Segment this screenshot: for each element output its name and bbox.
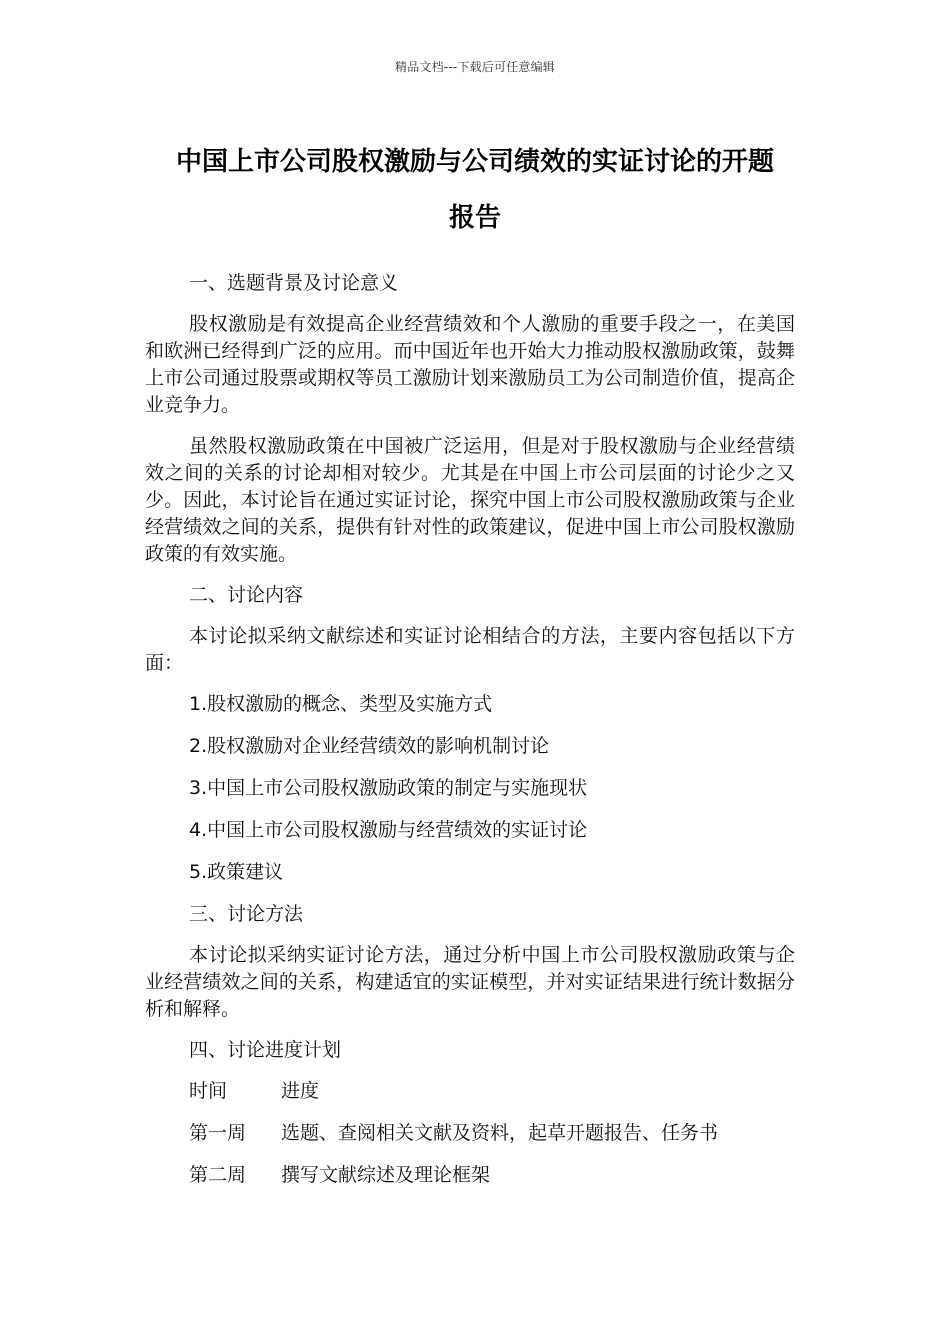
title-line-1: 中国上市公司股权激励与公司绩效的实证讨论的开题 bbox=[175, 147, 774, 177]
schedule-progress: 撰写文献综述及理论框架 bbox=[281, 1164, 491, 1186]
schedule-time: 第二周 bbox=[189, 1164, 247, 1186]
schedule-header-row bbox=[189, 1078, 795, 1105]
schedule-header-progress: 进度 bbox=[281, 1080, 320, 1102]
list-item: 5.政策建议 bbox=[189, 861, 284, 883]
list-item: 2.股权激励对企业经营绩效的影响机制讨论 bbox=[189, 735, 550, 757]
list-item: 3.中国上市公司股权激励政策的制定与实施现状 bbox=[189, 777, 588, 799]
schedule-row bbox=[189, 1120, 795, 1147]
schedule-row bbox=[189, 1162, 795, 1189]
paragraph-content-intro: 本讨论拟采纳文献综述和实证讨论相结合的方法，主要内容包括以下方面： bbox=[145, 625, 795, 674]
section-heading-schedule: 四、讨论进度计划 bbox=[189, 1039, 342, 1061]
list-item: 1.股权激励的概念、类型及实施方式 bbox=[189, 693, 493, 715]
schedule-progress: 选题、查阅相关文献及资料，起草开题报告、任务书 bbox=[281, 1122, 719, 1144]
paragraph-method: 本讨论拟采纳实证讨论方法，通过分析中国上市公司股权激励政策与企业经营绩效之间的关系，构建适宜的实证模型，并对实证结果进行统计数据分析和解释。 bbox=[145, 944, 795, 1020]
section-heading-method: 三、讨论方法 bbox=[189, 903, 304, 925]
document-title bbox=[140, 134, 810, 246]
header-note: 精品文档---下载后可任意编辑 bbox=[395, 60, 555, 74]
schedule-time: 第一周 bbox=[189, 1122, 247, 1144]
section-heading-content: 二、讨论内容 bbox=[189, 584, 304, 606]
schedule-header-time: 时间 bbox=[189, 1080, 228, 1102]
document-body bbox=[145, 270, 795, 1204]
section-heading-background: 一、选题背景及讨论意义 bbox=[189, 272, 399, 294]
paragraph-background-2: 虽然股权激励政策在中国被广泛运用，但是对于股权激励与企业经营绩效之间的关系的讨论却相对较少。尤其是在中国上市公司层面的讨论少之又少。因此，本讨论旨在通过实证讨论，探究中国上市公司股权激励政策与企业经营绩效之间的关系，提供有针对性的政策建议，促进中国上市公司股权激励政策的有效实施。 bbox=[145, 435, 795, 565]
list-item: 4.中国上市公司股权激励与经营绩效的实证讨论 bbox=[189, 819, 588, 841]
paragraph-background-1: 股权激励是有效提高企业经营绩效和个人激励的重要手段之一，在美国和欧洲已经得到广泛的应用。而中国近年也开始大力推动股权激励政策，鼓舞上市公司通过股票或期权等员工激励计划来激励员工为公司制造价值，提高企业竞争力。 bbox=[145, 313, 795, 416]
title-line-2: 报告 bbox=[448, 203, 501, 233]
